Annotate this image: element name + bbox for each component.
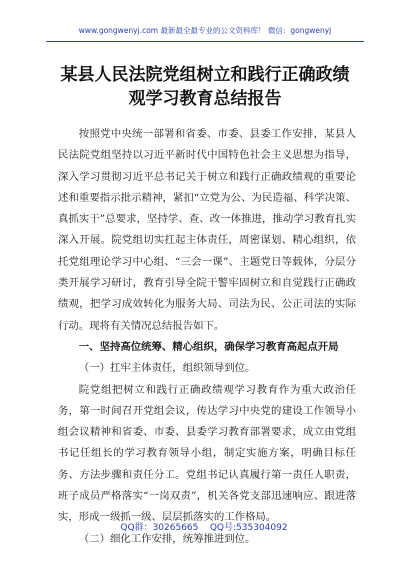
document-title bbox=[40, 63, 370, 111]
header-divider bbox=[46, 41, 364, 42]
subsection-heading-2: （二）细化工作安排，统筹推进到位。 bbox=[78, 532, 256, 545]
contact-footer bbox=[0, 520, 408, 533]
document-body bbox=[58, 124, 356, 550]
subsection-heading-1: （一）扛牢主体责任，组织领导到位。 bbox=[78, 362, 256, 375]
section-heading-1: 一、坚持高位统筹、精心组织，确保学习教育高起点开局 bbox=[78, 340, 339, 353]
qq-number: QQ号:535304092 bbox=[209, 523, 288, 533]
paragraph-body: 院党组把树立和践行正确政绩观学习教育作为重大政治任务，第一时间召开党组会议，传达学习中央党的建设工作领导小组会议精神和省委、市委、县委学习教育部署要求，成立由党组书记任组长的学习教育领导小组，制定实施方案，明确目标任务、方法步骤和责任分工。党组书记认真履行第一责任人职责，班子成员严格落实“一岗双责”，机关各党支部迅速响应、跟进落实，形成一级抓一级、层层抓落实的工作格局。 bbox=[58, 383, 356, 524]
title-line-2: 观学习教育总结报告 bbox=[128, 89, 282, 109]
qq-group: QQ群：30265665 bbox=[120, 523, 199, 533]
title-line-1: 某县人民法院党组树立和践行正确政绩 bbox=[60, 65, 350, 85]
site-header[interactable]: www.gongwenyj.com 最新最全最专业的公文资料库！ 微信：gongwenyj bbox=[78, 26, 332, 35]
paragraph-intro: 按照党中央统一部署和省委、市委、县委工作安排，某县人民法院党组坚持以习近平新时代中国特色社会主义思想为指导，深入学习贯彻习近平总书记关于树立和践行正确政绩观的重要论述和重要指示批示精神，紧扣“立党为公、为民造福、科学决策、真抓实干”总要求，坚持学、查、改一体推进，推动学习教育扎实深入开展。院党组切实扛起主体责任，周密谋划、精心组织，依托党组理论学习中心组、“三会一课”、主题党日等载体，分层分类开展学习研讨，教育引导全院干警牢固树立和自觉践行正确政绩观，把学习成效转化为服务大局、司法为民、公正司法的实际行动。现将有关情况总结报告如下。 bbox=[58, 128, 356, 332]
